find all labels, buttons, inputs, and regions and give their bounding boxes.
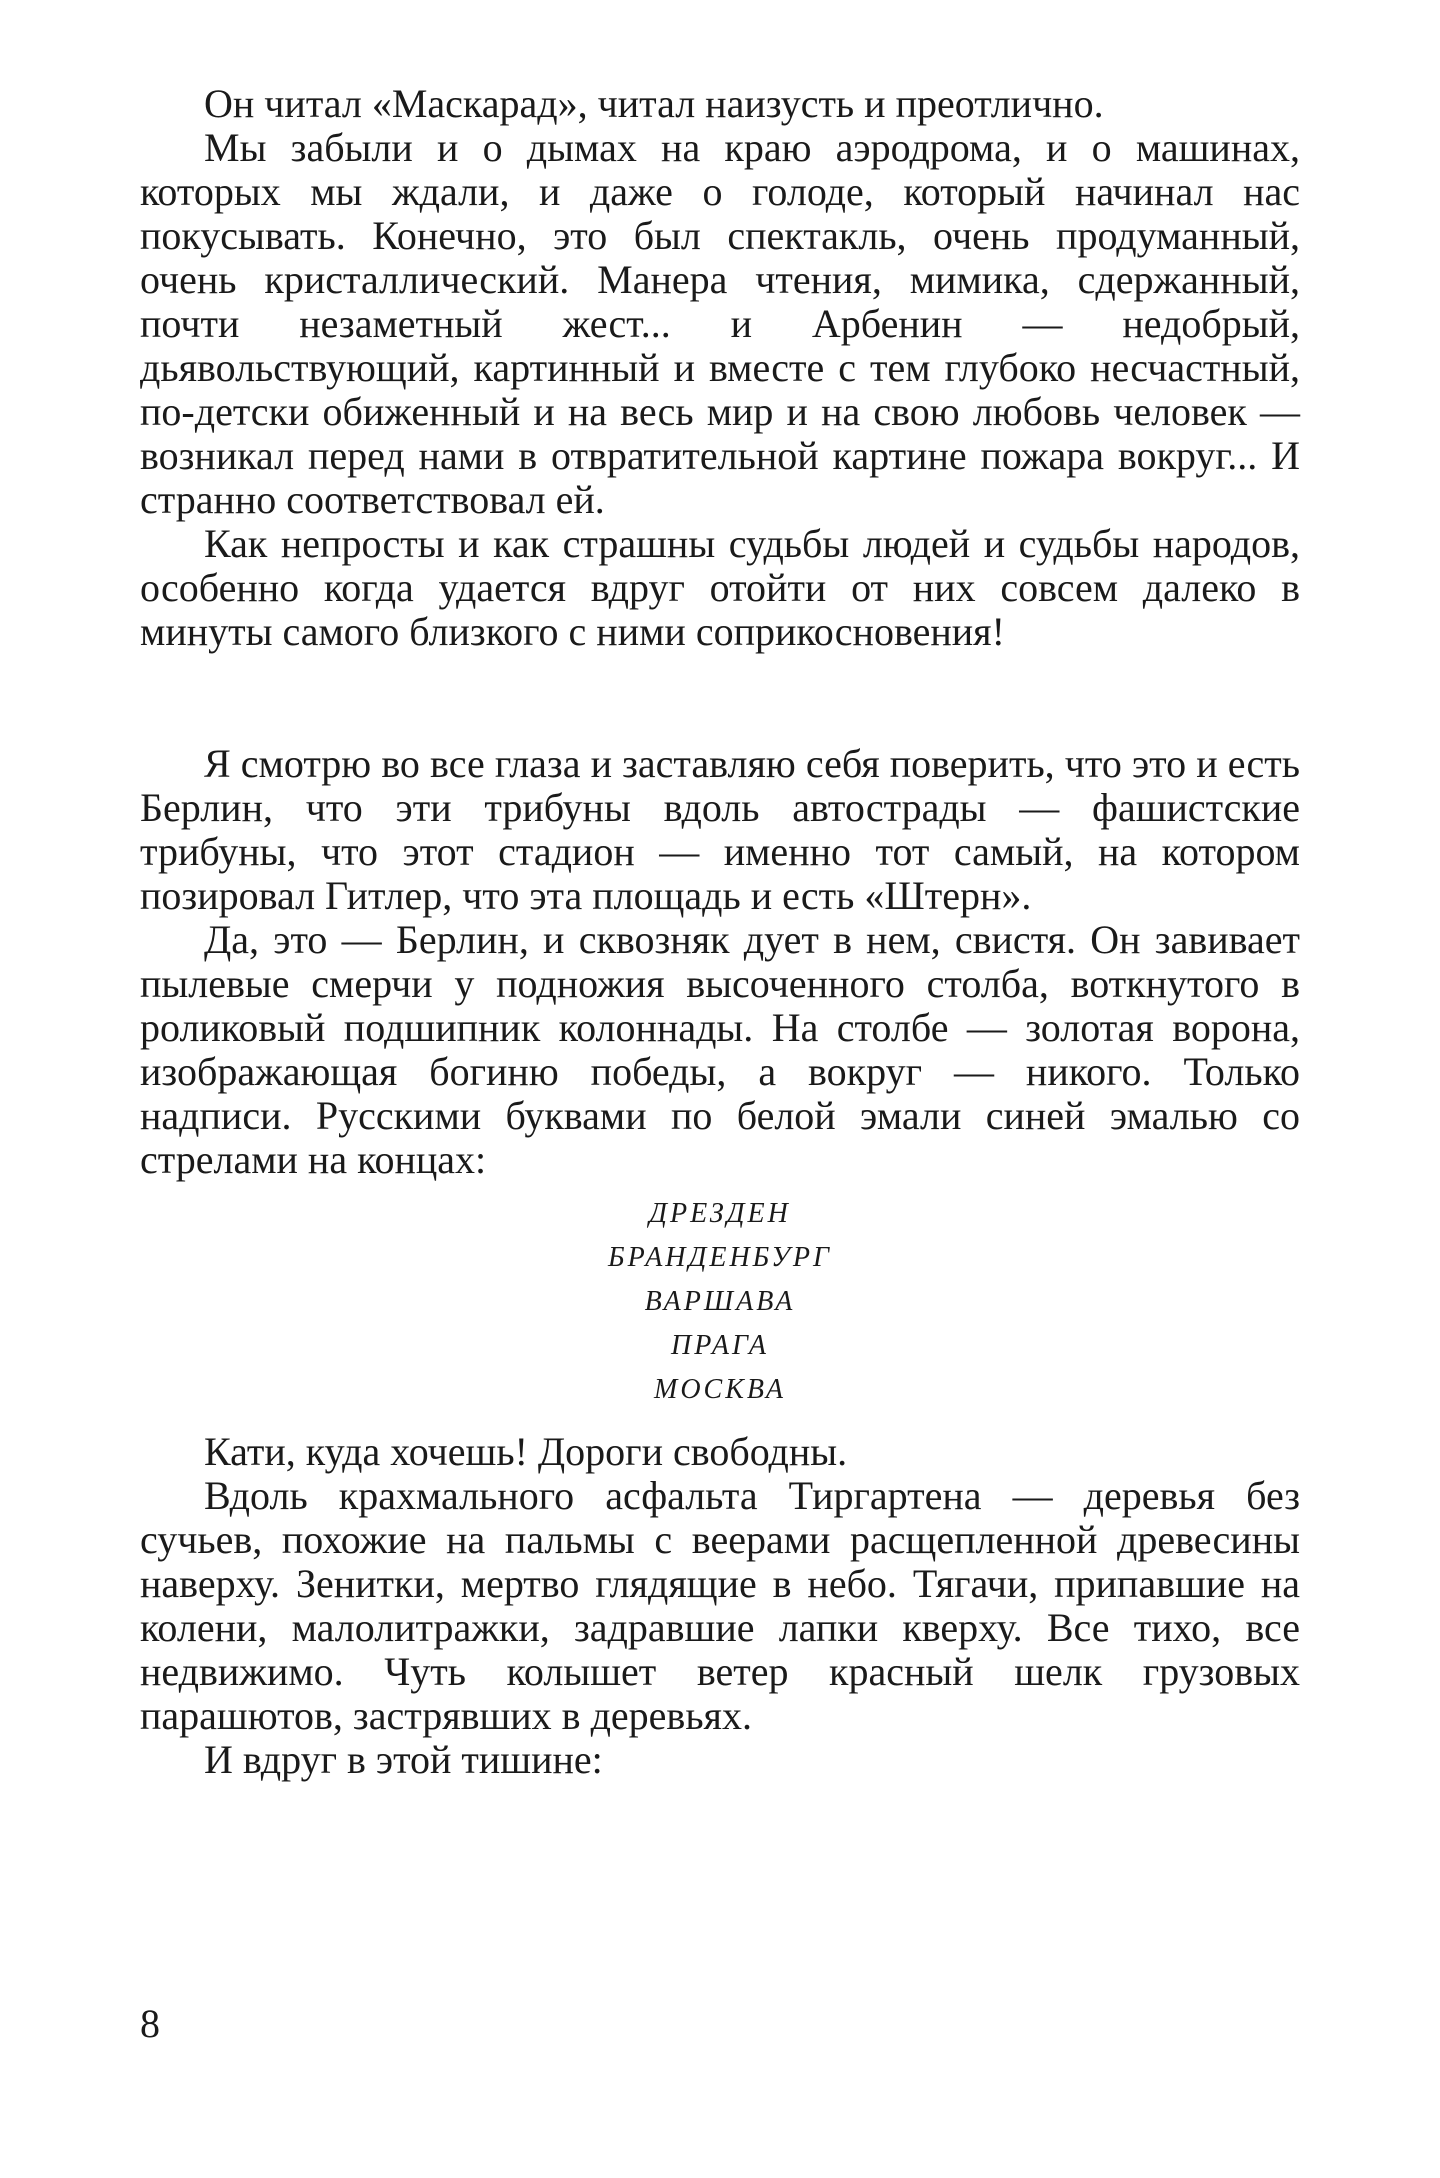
road-sign-list [140, 1192, 1300, 1412]
book-page [140, 82, 1300, 1782]
paragraph: Как непросты и как страшны судьбы людей и судьбы народов, особенно когда удается вдруг отойти от них совсем далеко в минуты самого близкого с ними соприкосновения! [140, 521, 1300, 654]
road-sign-item: БРАНДЕНБУРГ [608, 1242, 832, 1273]
paragraph: Вдоль крахмального асфальта Тиргартена — деревья без сучьев, похожие на пальмы с веерами расщепленной древесины наверху. Зенитки, мертво глядящие в небо. Тягачи, припавшие на колени, малолитражки, задравшие лапки кверху. Все тихо, все недвижимо. Чуть колышет ветер красный шелк грузовых парашютов, застрявших в деревьях. [140, 1473, 1300, 1738]
paragraph: И вдруг в этой тишине: [204, 1737, 603, 1782]
road-sign-item: МОСКВА [654, 1374, 786, 1405]
paragraph: Он читал «Маскарад», читал наизусть и преотлично. [204, 81, 1104, 126]
road-sign-item: ВАРШАВА [644, 1286, 796, 1317]
road-sign-item: ДРЕЗДЕН [649, 1198, 791, 1229]
paragraph: Кати, куда хочешь! Дороги свободны. [204, 1429, 848, 1474]
paragraph: Да, это — Берлин, и сквозняк дует в нем, свистя. Он завивает пылевые смерчи у подножия высоченного столба, воткнутого в роликовый подшипник колоннады. На столбе — золотая ворона, изображающая богиню победы, а вокруг — никого. Только надписи. Русскими буквами по белой эмали синей эмалью со стрелами на концах: [140, 917, 1300, 1182]
paragraph: Я смотрю во все глаза и заставляю себя поверить, что это и есть Берлин, что эти трибуны вдоль автострады — фашистские трибуны, что этот стадион — именно тот самый, на котором позировал Гитлер, что эта площадь и есть «Штерн». [140, 741, 1300, 918]
paragraph: Мы забыли и о дымах на краю аэродрома, и о машинах, которых мы ждали, и даже о голоде, который начинал нас покусывать. Конечно, это был спектакль, очень продуманный, очень кристаллический. Манера чтения, мимика, сдержанный, почти незаметный жест... и Арбенин — недобрый, дьявольствующий, картинный и вместе с тем глубоко несчастный, по-детски обиженный и на весь мир и на свою любовь человек — возникал перед нами в отвратительной картине пожара вокруг... И странно соответствовал ей. [140, 125, 1300, 522]
page-number: 8 [140, 2001, 160, 2046]
road-sign-item: ПРАГА [671, 1330, 769, 1361]
section-break [140, 654, 1300, 742]
